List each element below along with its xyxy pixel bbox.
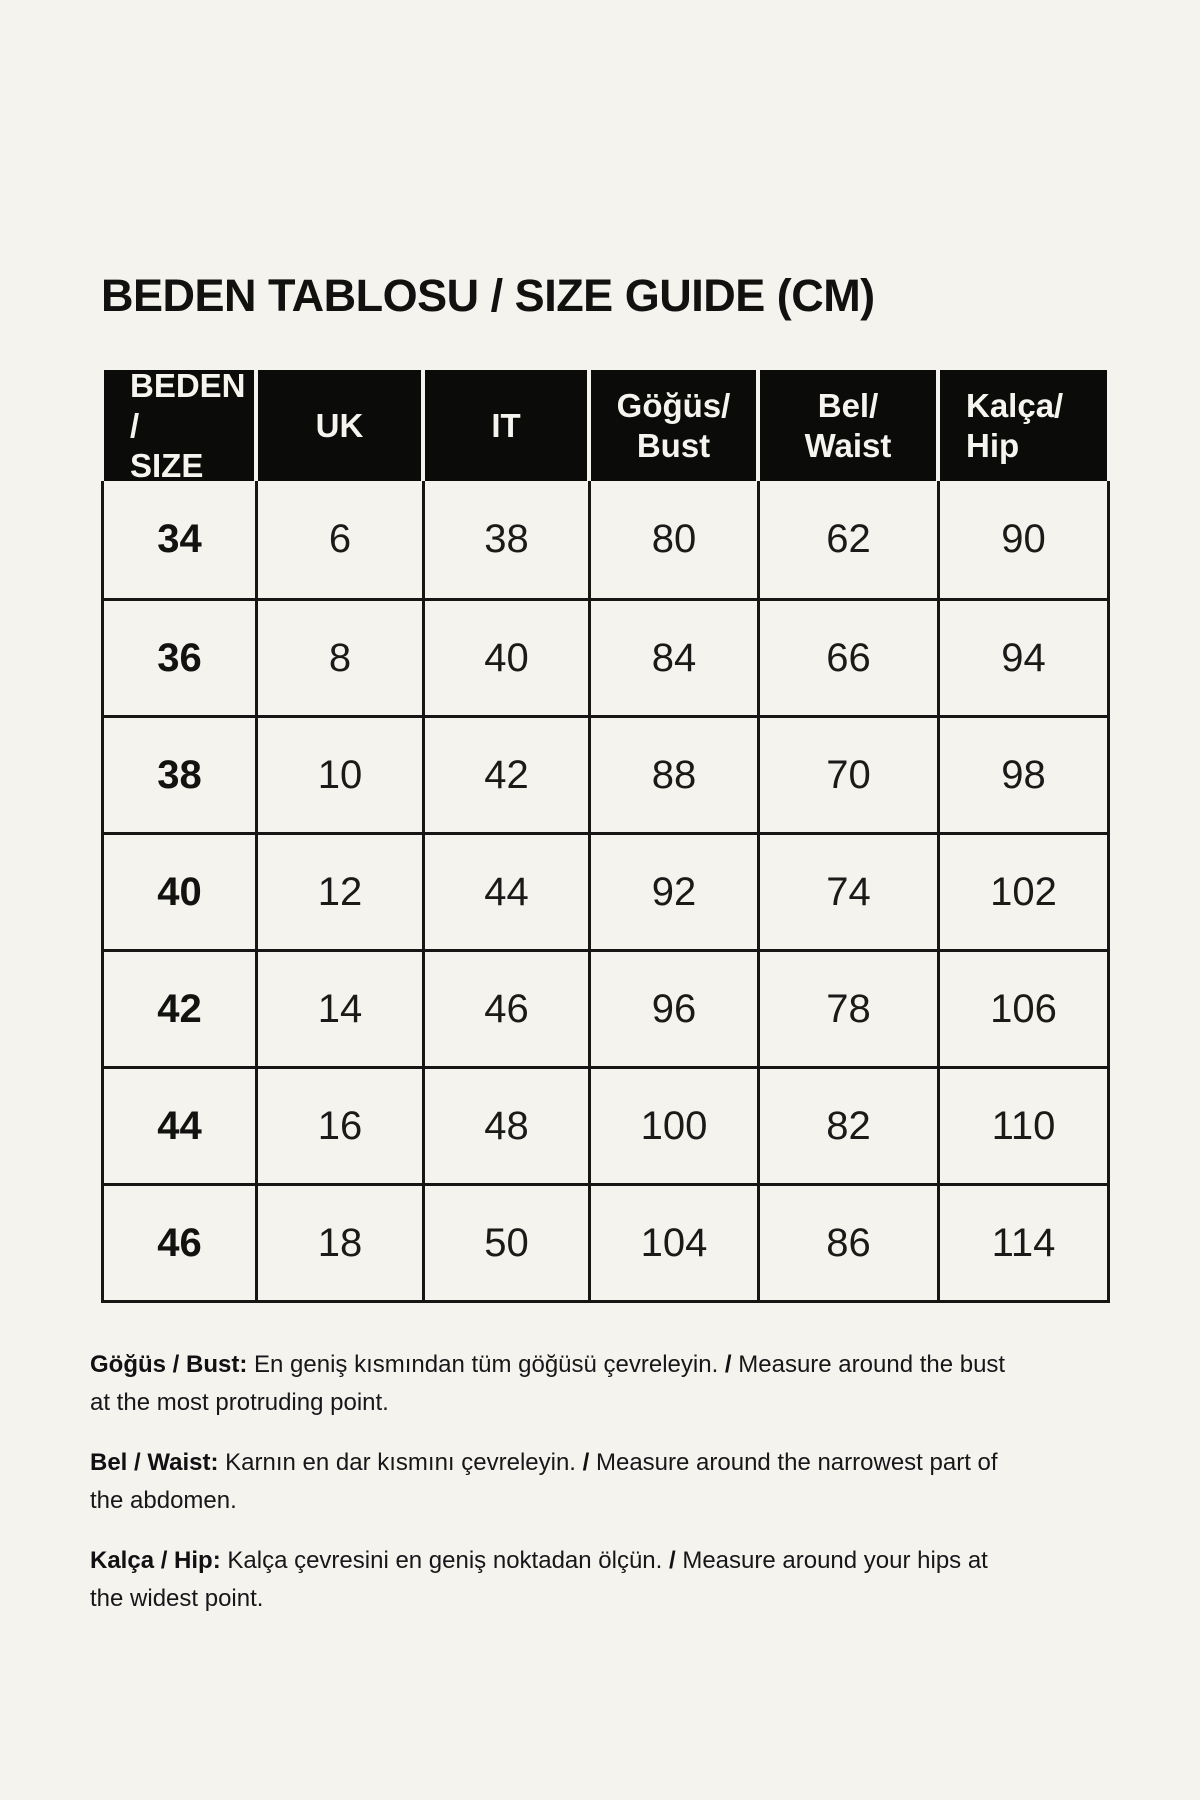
- size-cell: 34: [104, 481, 258, 598]
- uk-cell: 12: [258, 832, 425, 949]
- uk-cell: 16: [258, 1066, 425, 1183]
- uk-cell: 8: [258, 598, 425, 715]
- note-text-en: Measure around your hips at: [682, 1547, 988, 1574]
- size-cell: 40: [104, 832, 258, 949]
- header-cell-waist: [760, 370, 940, 481]
- note-bust: [90, 1346, 1110, 1422]
- note-separator: /: [669, 1547, 676, 1574]
- hip-cell: 102: [940, 832, 1107, 949]
- waist-cell: 78: [760, 949, 940, 1066]
- waist-cell: 70: [760, 715, 940, 832]
- hip-cell: 110: [940, 1066, 1107, 1183]
- header-line: Kalça/: [966, 386, 1064, 424]
- note-text-en: Measure around the narrowest part of: [595, 1449, 998, 1476]
- header-line: Bel/: [817, 386, 879, 424]
- bust-cell: 104: [591, 1183, 760, 1300]
- hip-cell: 114: [940, 1183, 1107, 1300]
- note-text-en-line2: at the most protruding point.: [90, 1389, 389, 1416]
- size-cell: 36: [104, 598, 258, 715]
- uk-cell: 18: [258, 1183, 425, 1300]
- header-line: Waist: [804, 426, 892, 464]
- size-table-body: [101, 481, 1110, 1303]
- hip-cell: 106: [940, 949, 1107, 1066]
- header-line: SIZE: [130, 446, 204, 484]
- header-line: UK: [315, 406, 364, 444]
- bust-cell: 96: [591, 949, 760, 1066]
- waist-cell: 62: [760, 481, 940, 598]
- header-line: IT: [491, 406, 521, 444]
- size-cell: 46: [104, 1183, 258, 1300]
- hip-cell: 90: [1001, 517, 1046, 561]
- note-text-tr: En geniş kısmından tüm göğüsü çevreleyin.: [254, 1351, 719, 1378]
- note-hip: [90, 1542, 1110, 1618]
- note-text-tr: Karnın en dar kısmını çevreleyin.: [225, 1449, 576, 1476]
- hip-cell: 98: [940, 715, 1107, 832]
- size-cell: 42: [104, 949, 258, 1066]
- size-cell: 44: [104, 1066, 258, 1183]
- header-cell-bust: [591, 370, 760, 481]
- header-line: Hip: [966, 426, 1020, 464]
- note-waist: [90, 1444, 1110, 1520]
- size-cell: 38: [104, 715, 258, 832]
- it-cell: 42: [425, 715, 591, 832]
- note-label: Bel / Waist:: [90, 1449, 219, 1476]
- bust-cell: 88: [591, 715, 760, 832]
- note-text-en-line2: the widest point.: [90, 1585, 264, 1612]
- note-label: Göğüs / Bust:: [90, 1351, 248, 1378]
- note-text-tr: Kalça çevresini en geniş noktadan ölçün.: [227, 1547, 663, 1574]
- header-line: Göğüs/: [616, 386, 731, 424]
- uk-cell: 6: [258, 481, 425, 598]
- it-cell: 46: [425, 949, 591, 1066]
- bust-cell: 100: [591, 1066, 760, 1183]
- header-cell-hip: [940, 370, 1107, 481]
- note-text-en-line2: the abdomen.: [90, 1487, 237, 1514]
- waist-cell: 82: [760, 1066, 940, 1183]
- size-table-header-row: [101, 366, 1110, 484]
- it-cell: 44: [425, 832, 591, 949]
- hip-cell: 94: [940, 598, 1107, 715]
- it-cell: 38: [425, 481, 591, 598]
- header-cell-it: [425, 370, 591, 481]
- uk-cell: 14: [258, 949, 425, 1066]
- measurement-notes: [90, 1346, 1110, 1640]
- waist-cell: 66: [760, 598, 940, 715]
- size-table: [101, 366, 1110, 1303]
- waist-cell: 86: [760, 1183, 940, 1300]
- it-cell: 48: [425, 1066, 591, 1183]
- note-text-en: Measure around the bust: [738, 1351, 1006, 1378]
- page-title: BEDEN TABLOSU / SIZE GUIDE (CM): [101, 270, 875, 321]
- it-cell: 40: [425, 598, 591, 715]
- bust-cell: 84: [591, 598, 760, 715]
- note-separator: /: [724, 1351, 732, 1378]
- bust-cell: 80: [591, 481, 760, 598]
- note-label: Kalça / Hip:: [90, 1547, 221, 1574]
- header-line: Bust: [636, 426, 711, 464]
- uk-cell: 10: [258, 715, 425, 832]
- note-separator: /: [582, 1449, 590, 1476]
- header-cell-beden-size: [104, 366, 258, 484]
- header-cell-uk: [258, 370, 425, 481]
- waist-cell: 74: [760, 832, 940, 949]
- bust-cell: 92: [591, 832, 760, 949]
- header-line: BEDEN /: [130, 366, 246, 444]
- it-cell: 50: [425, 1183, 591, 1300]
